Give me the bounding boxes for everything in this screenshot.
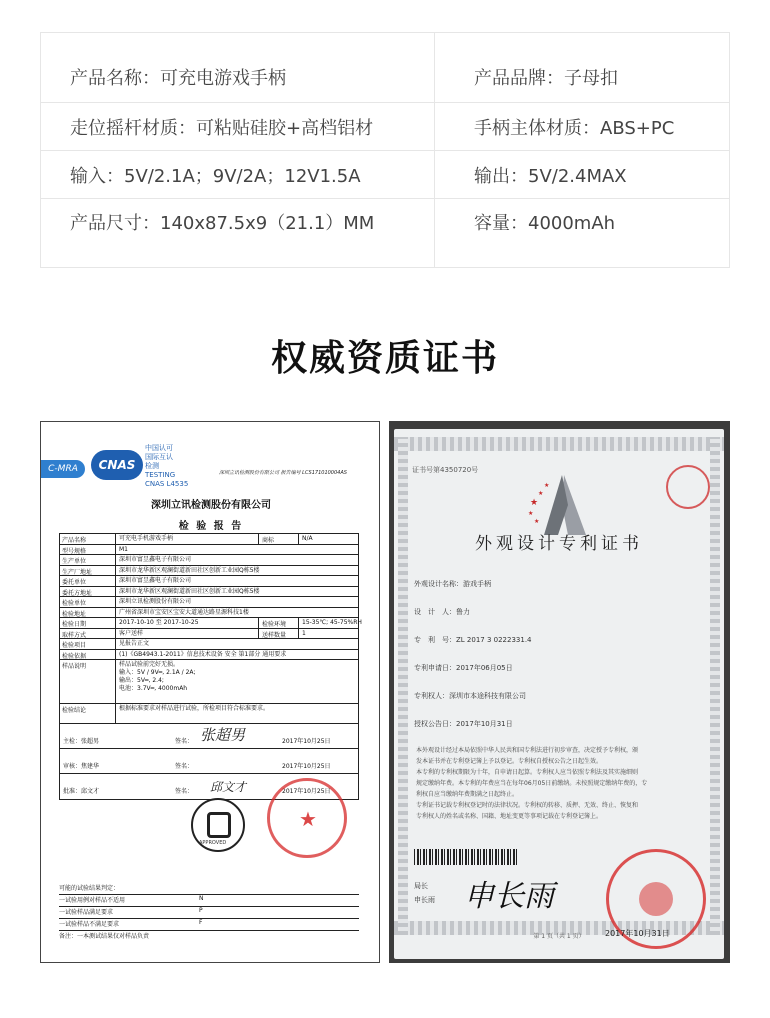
patent-apply-date: 专利申请日：2017年06月05日 (414, 664, 513, 672)
patent-number: 证书号第4350720号 (412, 466, 479, 474)
svg-text:★: ★ (534, 518, 540, 525)
spec-size: 产品尺寸：140x87.5x9（21.1）MM (41, 199, 435, 267)
spec-capacity: 容量：4000mAh (474, 213, 616, 234)
table-row: 产品名称 可充电手机游戏手柄 商标 N/A (60, 534, 358, 545)
table-row: 检验地址 广州省深圳市宝安区宝安大道通达路星源科技1楼 (60, 608, 358, 619)
spec-input: 输入：5V/2.1A；9V/2A；12V1.5A (41, 151, 435, 198)
approved-stamp: APPROVED (191, 798, 245, 852)
report-title: 检 验 报 告 (178, 521, 244, 532)
spec-body-material: 手柄主体材质：ABS+PC (474, 117, 675, 139)
spec-row (41, 199, 729, 267)
patent-title: 外观设计专利证书 (475, 534, 643, 554)
patent-signature: 申长雨 (464, 879, 554, 914)
spec-row (41, 33, 729, 103)
patent-certificate-image (389, 421, 730, 963)
spec-joystick-material: 走位摇杆材质：可粘贴硅胶+高档铝材 (41, 103, 435, 150)
report-header-right: 深圳立讯检测股份有限公司 报告编号 LCS171010004AS (219, 470, 347, 476)
signature-row: 主检：张超男 签名： 张超男 2017年10月25日 (60, 724, 358, 749)
spec-output: 输出：5V/2.4MAX (474, 165, 627, 187)
spec-row (41, 103, 729, 151)
table-row: 生产厂地址 深圳市龙华新区观澜街道新田社区创新工业园Q栋5楼 (60, 566, 358, 577)
barcode (414, 849, 518, 865)
table-row: 取样方式 客户送样 送样数量 1 (60, 629, 358, 640)
section-title: 权威资质证书 (270, 338, 499, 379)
patent-page: 第 1 页（共 1 页） (533, 933, 585, 940)
patent-sign-title: 局长 (414, 882, 428, 890)
table-row: 委托方地址 深圳市龙华新区观澜街道新田社区创新工业园Q栋5楼 (60, 587, 358, 598)
signature-row: 批准：邱文才 签名： 邱文才 2017年10月25日 (63, 780, 331, 795)
patent-paper (394, 429, 724, 959)
table-row: 检验依据 (1)《GB4943.1-2011》信息技术设备 安全 第1部分 通用要求 (60, 650, 358, 661)
table-row: 检验日期 2017-10-10 至 2017-10-25 检验环境 15-35℃; 45-75%RH (62, 619, 362, 628)
patent-seal-top (666, 465, 710, 509)
table-row: 检验项目 见报告正文 (60, 639, 358, 650)
patent-no: 专 利 号：ZL 2017 3 0222331.4 (414, 636, 532, 644)
test-report-image (40, 421, 380, 963)
patent-designer: 设 计 人：鲁力 (414, 608, 470, 616)
spec-row (41, 151, 729, 199)
table-row: 检验结论 根据标准要求对样品进行试验，所检项目符合标准要求。 (60, 704, 358, 724)
cnas-logo: CNAS (91, 450, 143, 480)
spec-product-name: 产品名称：可充电游戏手柄 (41, 33, 435, 102)
svg-text:★: ★ (528, 510, 534, 517)
signature-row: 审核：焦建华 签名： 2017年10月25日 (60, 749, 358, 774)
report-notes: 可能的试验结果判定： 一试验用例对样品不适用 N 一试验样品满足要求 P 一试验样品不满足要求 F 备注：一本测试结果仅对样品负责 (59, 883, 359, 943)
signature-handwriting: 张超男 (200, 726, 246, 744)
table-row: 委托单位 深圳市富昱鑫电子有限公司 (60, 576, 358, 587)
spec-table (40, 32, 730, 268)
mra-logo: C-MRA (41, 460, 85, 478)
table-row: 生产单位 深圳市富昱鑫电子有限公司 (60, 555, 358, 566)
report-company: 深圳立讯检测股份有限公司 (151, 500, 271, 511)
table-row: 型号规格 M1 (60, 545, 358, 556)
patent-grant-date: 授权公告日：2017年10月31日 (414, 720, 513, 728)
patent-seal: 2017年10月31日 (606, 849, 706, 949)
patent-body: 本外观设计经过本局依照中华人民共和国专利法进行初步审查，决定授予专利权，颁 发本证书并在专利登记簿上予以登记。专利权自授权公告之日起生效。 本专利的专利权期限为十年，自申请日起算。专利权人应当依照专利法及其实施细则 规定缴纳年费。本专利的年费应当在每年06月05日前缴纳。未按照规定缴纳年费的，专 利权自应当缴纳年费期满之日起终止。 专利证书记载专利权登记时的法律状况。专利权的转移、质押、无效、终止、恢复和 专利权人的姓名或名称、国籍、地址变更等事项记载在专利登记簿上。 (416, 747, 648, 820)
table-row: 样品说明 样品试验前完好无损。 输入：5V / 9V═, 2.1A / 2A; 输出：5V═, 2.4; 电池：3.7V═, 4000mAh (60, 660, 358, 704)
svg-text:★: ★ (538, 490, 544, 497)
svg-text:★: ★ (544, 482, 550, 489)
patent-sign-name: 申长雨 (414, 896, 435, 904)
patent-owner: 专利权人：深圳市本途科技有限公司 (414, 692, 526, 700)
patent-design-name: 外观设计名称：游戏手柄 (414, 580, 491, 588)
report-table (59, 533, 362, 800)
signature-handwriting: 邱文才 (210, 780, 247, 794)
table-row: 检验单位 深圳立讯检测股份有限公司 (60, 597, 358, 608)
company-seal: ★ (267, 778, 347, 858)
svg-text:★: ★ (530, 498, 539, 508)
spec-brand: 产品品牌：子母扣 (474, 68, 618, 89)
cnas-text: 中国认可 国际互认 检测 TESTING CNAS L4535 (145, 444, 189, 488)
